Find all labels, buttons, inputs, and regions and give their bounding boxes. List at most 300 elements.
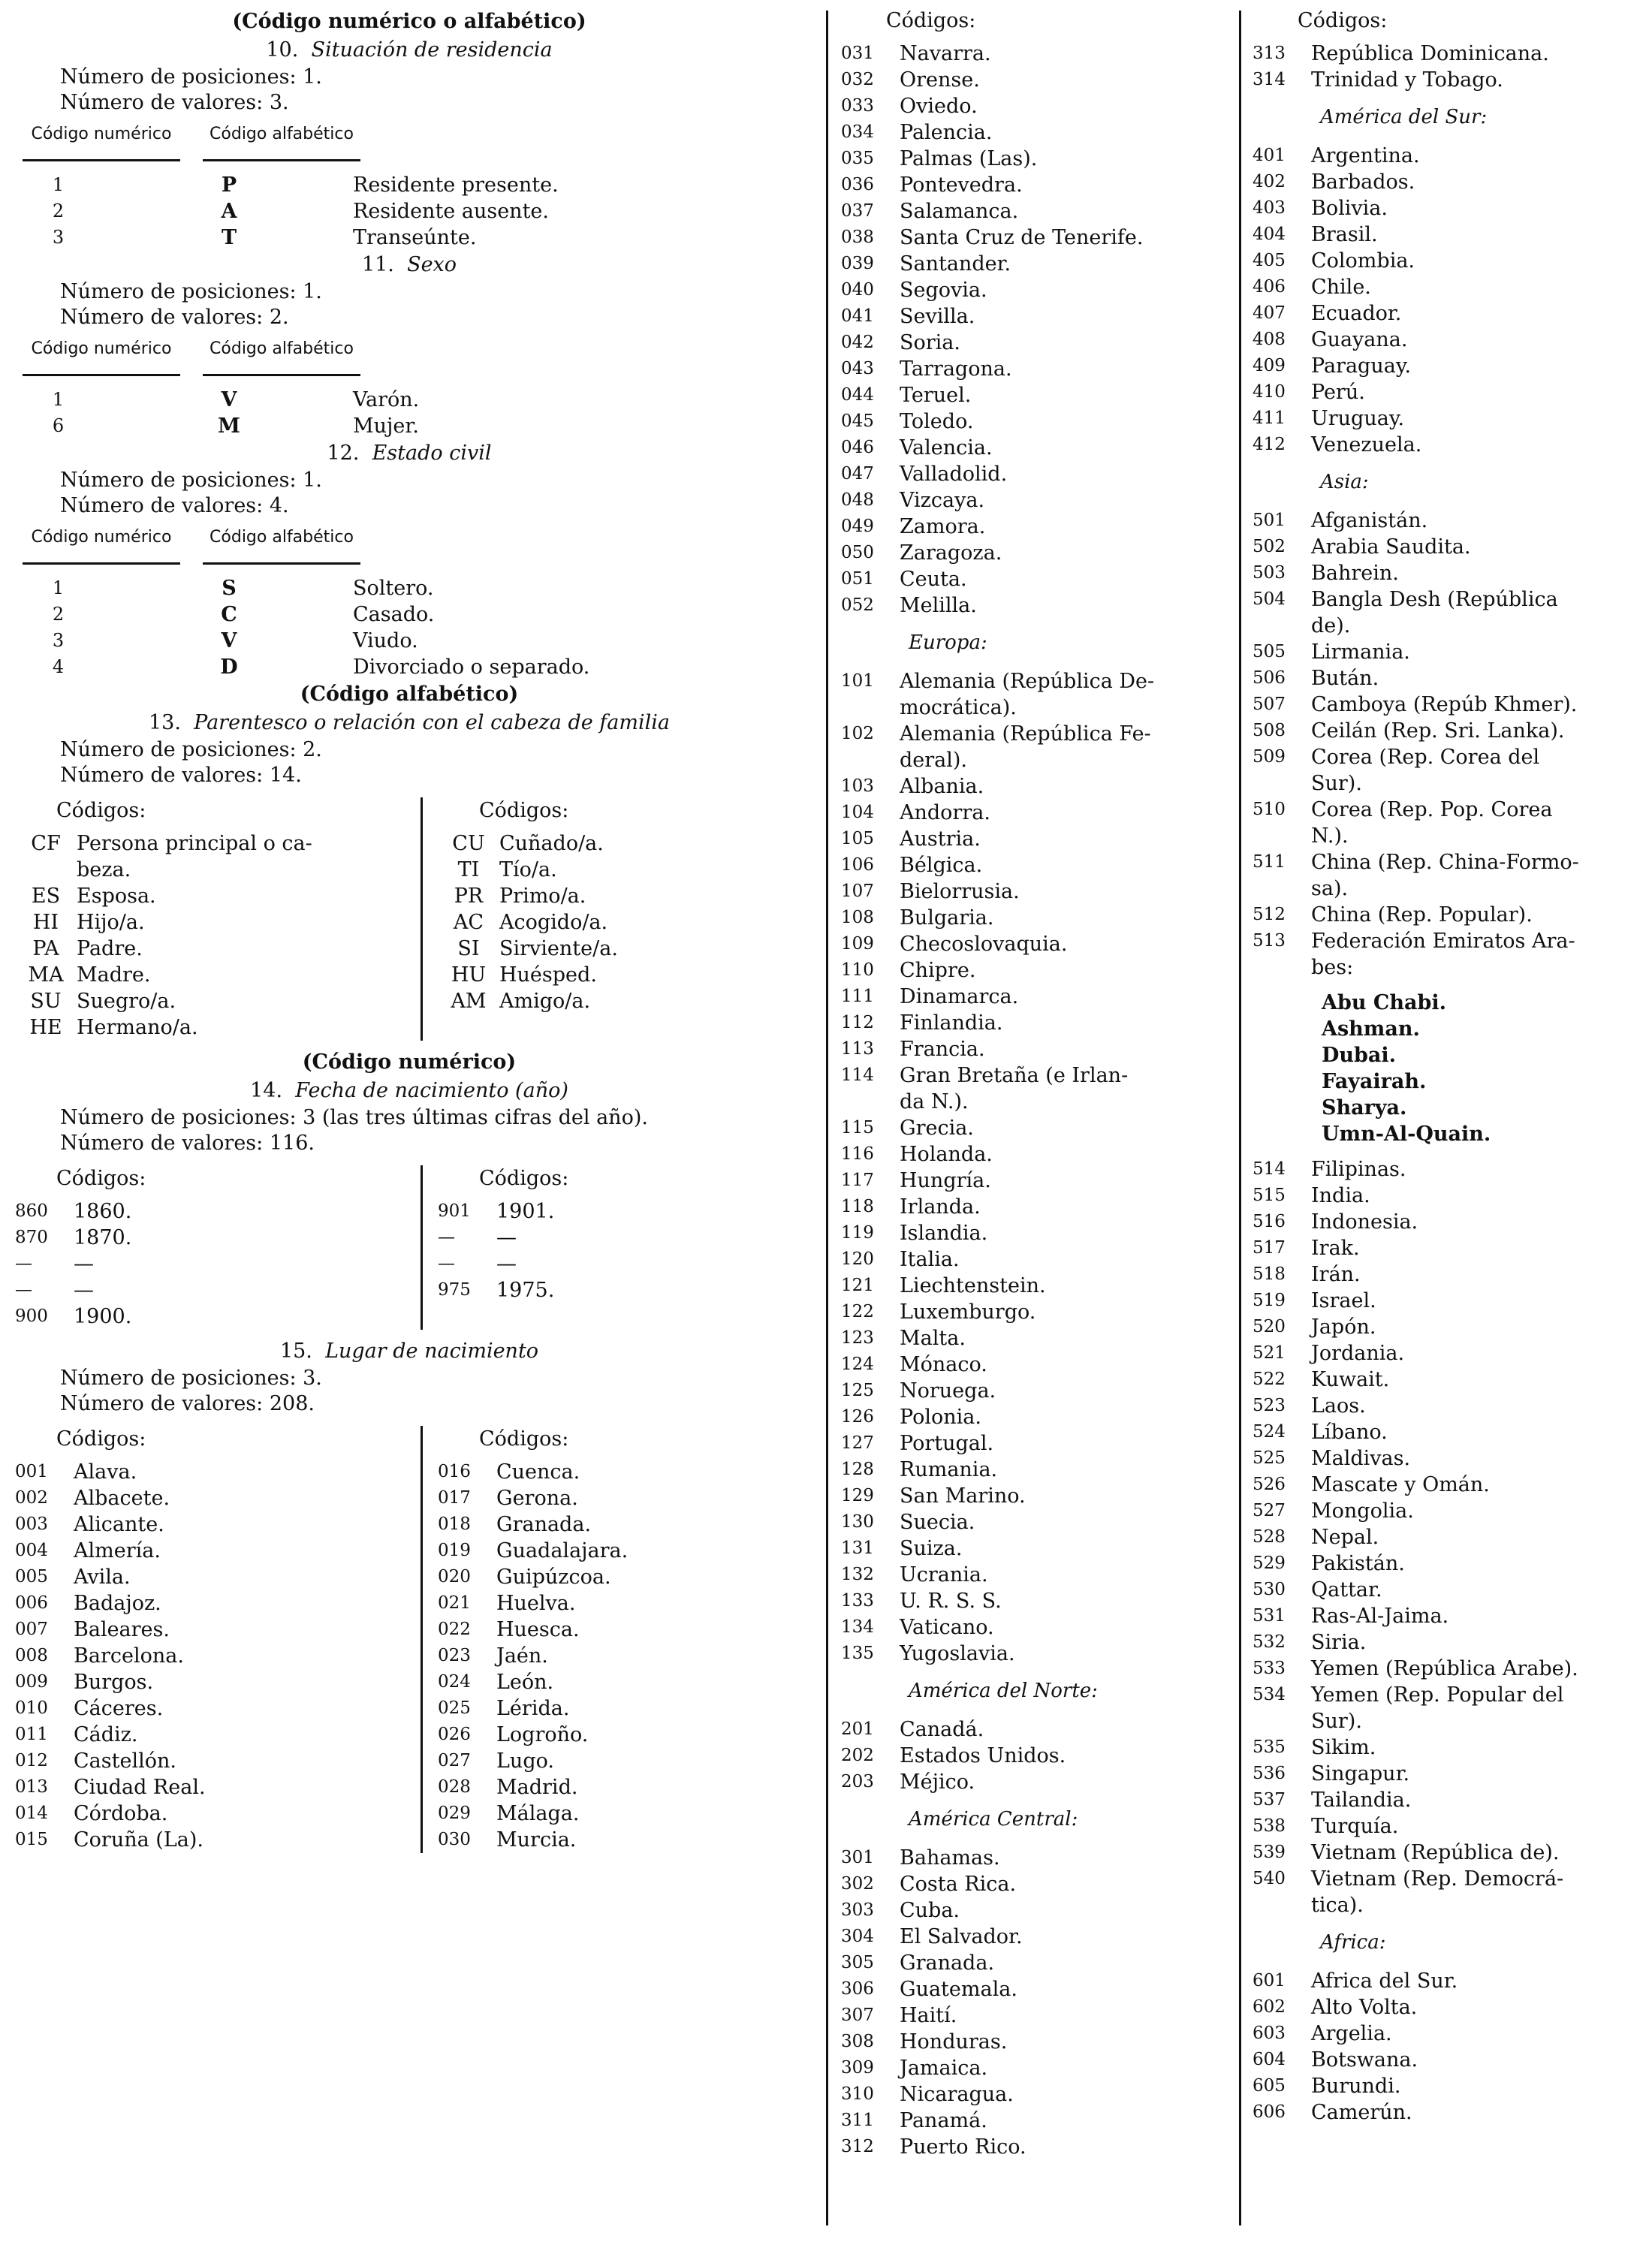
list-item [1253, 1968, 1650, 1994]
item-code: 409 [1253, 356, 1286, 375]
item-code: TI [457, 858, 480, 881]
item-code: 119 [841, 1223, 874, 1243]
item-code: 523 [1253, 1396, 1286, 1415]
item-label: Valencia. [900, 436, 993, 460]
item-code: 531 [1253, 1606, 1286, 1626]
values-count: Número de valores: 3. [60, 91, 289, 114]
item-label: Bangla Desh (República [1311, 588, 1558, 611]
numeric-code: 6 [52, 415, 65, 436]
values-count: Número de valores: 14. [60, 764, 302, 787]
list-item [1253, 274, 1650, 300]
item-label: Yemen (Rep. Popular del [1311, 1683, 1564, 1707]
item-code: 511 [1253, 852, 1286, 872]
item-code: 003 [15, 1514, 48, 1534]
item-label: Granada. [496, 1513, 592, 1536]
item-code: 046 [841, 438, 874, 457]
list-item [438, 1695, 768, 1722]
code-list [15, 1198, 421, 1330]
item-label: Jaén. [496, 1644, 548, 1668]
item-code: 129 [841, 1486, 874, 1505]
list-item [15, 1198, 421, 1225]
list-item [1253, 875, 1650, 902]
item-code: HE [29, 1016, 62, 1039]
item-label: Sikim. [1311, 1736, 1376, 1759]
list-item [841, 198, 1216, 225]
section-title-15 [15, 1337, 803, 1366]
item-code [1253, 1892, 1311, 1918]
item-code: 027 [438, 1751, 471, 1770]
item-label: Chile. [1311, 276, 1371, 299]
list-item [438, 936, 768, 962]
item-label: Bután. [1311, 667, 1379, 690]
item-label: Alto Volta. [1311, 1996, 1418, 2019]
item-code: 045 [841, 411, 874, 431]
item-label: Finlandia. [900, 1011, 1003, 1035]
item-label: Andorra. [900, 801, 990, 824]
list-item [438, 1564, 768, 1590]
list-item [438, 988, 768, 1014]
list-item [841, 931, 1216, 957]
item-code: 101 [841, 671, 874, 691]
list-item [841, 408, 1216, 435]
item-code: 529 [1253, 1553, 1286, 1573]
item-code: 126 [841, 1407, 874, 1427]
list-item [841, 984, 1216, 1010]
list-item [1253, 353, 1650, 379]
item-label: Botswana. [1311, 2048, 1418, 2072]
alpha-code: V [221, 629, 237, 652]
item-label: Colombia. [1311, 249, 1415, 273]
item-code: 603 [1253, 2024, 1286, 2043]
list-item [841, 225, 1216, 251]
item-code: 410 [1253, 382, 1286, 402]
list-item [1253, 1813, 1650, 1840]
list-item [15, 1251, 421, 1277]
item-label: Cáceres. [74, 1697, 164, 1720]
item-code: 402 [1253, 172, 1286, 191]
item-code: 007 [15, 1620, 48, 1639]
list-item [1253, 248, 1650, 274]
item-code: 049 [841, 517, 874, 536]
item-label: tica). [1311, 1894, 1364, 1917]
list-item [841, 1562, 1216, 1588]
list-item [841, 251, 1216, 277]
item-label: Mónaco. [900, 1353, 987, 1376]
item-code: 130 [841, 1512, 874, 1532]
item-label: Madre. [77, 963, 151, 987]
list-item [1253, 1183, 1650, 1209]
region-label-central: América Central: [909, 1808, 1078, 1831]
item-label: Zaragoza. [900, 541, 1002, 565]
alpha-code: M [218, 414, 240, 438]
item-code: 015 [15, 1830, 48, 1849]
list-item [841, 382, 1216, 408]
list-item [841, 1404, 1216, 1430]
code-row [15, 198, 803, 225]
item-code: 503 [1253, 563, 1286, 583]
item-label: de). [1311, 614, 1351, 637]
item-code: 108 [841, 908, 874, 927]
list-item [841, 1141, 1216, 1168]
item-label: Ceuta. [900, 568, 967, 591]
numeric-code-header: Código numérico [23, 126, 180, 161]
item-code: ES [31, 884, 61, 908]
list-item [841, 1535, 1216, 1562]
item-code: 308 [841, 2032, 874, 2051]
item-label: Mascate y Omán. [1311, 1473, 1490, 1496]
list-item [1253, 2047, 1650, 2073]
list-item [841, 1194, 1216, 1220]
item-code: 540 [1253, 1869, 1286, 1888]
list-item [438, 1774, 768, 1801]
item-label: San Marino. [900, 1484, 1026, 1508]
list-item [1253, 770, 1650, 797]
item-label: Canadá. [900, 1718, 984, 1741]
item-code: 305 [841, 1953, 874, 1972]
list-item [841, 487, 1216, 514]
list-item [1253, 797, 1650, 823]
list-item [841, 1897, 1216, 1924]
item-code: 001 [15, 1462, 48, 1481]
list-item [841, 1641, 1216, 1667]
code-label: Residente ausente. [353, 200, 549, 223]
list-item [1253, 1367, 1650, 1393]
item-code: 405 [1253, 251, 1286, 270]
item-label: Irán. [1311, 1263, 1361, 1286]
positions-count: Número de posiciones: 3 (las tres últimas cifras del año). [60, 1106, 648, 1129]
list-item [1253, 902, 1650, 928]
list-item [15, 1801, 421, 1827]
item-code: 117 [841, 1171, 874, 1190]
item-label: Badajoz. [74, 1592, 161, 1615]
item-code: 501 [1253, 511, 1286, 530]
emirate-item: Sharya. [1322, 1096, 1407, 1119]
code-list-central-cont [1253, 41, 1650, 93]
alpha-code: T [221, 226, 237, 249]
item-code: 310 [841, 2084, 874, 2104]
item-label: Bielorrusia. [900, 880, 1020, 903]
item-label: El Salvador. [900, 1925, 1023, 1948]
codes-label: Códigos: [1298, 9, 1388, 32]
item-label: Navarra. [900, 42, 991, 65]
item-label: Haití. [900, 2004, 957, 2027]
item-code: 408 [1253, 330, 1286, 349]
item-code [841, 695, 900, 721]
code-list-norte [841, 1716, 1216, 1795]
item-label: Suegro/a. [77, 990, 176, 1013]
code-label: Mujer. [353, 414, 419, 438]
item-code: 133 [841, 1591, 874, 1611]
item-code: 309 [841, 2058, 874, 2078]
list-item [1253, 849, 1650, 875]
item-label: Málaga. [496, 1802, 580, 1825]
item-label: Huelva. [496, 1592, 576, 1615]
item-code: 504 [1253, 589, 1286, 609]
list-item [438, 1669, 768, 1695]
emirates-list [1322, 990, 1650, 1147]
item-label: Singapur. [1311, 1762, 1410, 1785]
list-item [841, 540, 1216, 566]
codes-label: Códigos: [56, 1167, 146, 1190]
item-label: Bélgica. [900, 854, 983, 877]
item-label: Avila. [74, 1565, 131, 1589]
column-divider [421, 797, 423, 1041]
values-count: Número de valores: 208. [60, 1392, 315, 1415]
item-label: — [74, 1279, 94, 1302]
item-label: Logroño. [496, 1723, 589, 1746]
item-label: Panamá. [900, 2109, 987, 2132]
item-label: Uruguay. [1311, 407, 1405, 430]
list-item [15, 1538, 421, 1564]
item-code: PR [454, 884, 484, 908]
list-item [15, 857, 421, 883]
item-label: Orense. [900, 68, 980, 92]
list-item [841, 1769, 1216, 1795]
item-code: 012 [15, 1751, 48, 1770]
item-label: Zamora. [900, 515, 986, 538]
list-item [841, 1036, 1216, 1062]
list-item [15, 1459, 421, 1485]
code-list-asia-cont [1253, 1156, 1650, 1918]
column-left [15, 8, 803, 1853]
item-label: Vaticano. [900, 1616, 994, 1639]
codes-two-column [15, 1165, 803, 1330]
list-item [1253, 1892, 1650, 1918]
codes-label: Códigos: [56, 1427, 146, 1451]
list-item [1253, 954, 1650, 981]
item-code [841, 1089, 900, 1115]
list-item [438, 857, 768, 883]
item-code: 128 [841, 1460, 874, 1479]
item-label: Bahamas. [900, 1846, 1000, 1870]
list-item [1253, 1761, 1650, 1787]
item-code: 127 [841, 1433, 874, 1453]
list-item [438, 1485, 768, 1511]
code-list-spain [841, 41, 1216, 619]
item-label: Polonia. [900, 1406, 981, 1429]
item-label: Irlanda. [900, 1195, 981, 1219]
item-code: 021 [438, 1593, 471, 1613]
item-code: 005 [15, 1567, 48, 1587]
item-label: Guipúzcoa. [496, 1565, 611, 1589]
item-label: Africa del Sur. [1311, 1969, 1458, 1993]
code-row [15, 413, 803, 439]
item-label: Ceilán (Rep. Sri. Lanka). [1311, 719, 1565, 743]
list-item [1253, 613, 1650, 639]
item-code: 602 [1253, 1997, 1286, 2017]
list-item [841, 721, 1216, 747]
section-heading: (Código numérico) [302, 1050, 517, 1074]
item-label: Alicante. [74, 1513, 164, 1536]
item-label: Bahrein. [1311, 562, 1399, 585]
list-item [1253, 379, 1650, 405]
list-item [1253, 2073, 1650, 2099]
item-code: 048 [841, 490, 874, 510]
list-item [841, 1273, 1216, 1299]
item-code: 018 [438, 1514, 471, 1534]
item-code: 107 [841, 881, 874, 901]
list-item [841, 1220, 1216, 1246]
list-item [438, 1459, 768, 1485]
list-item [438, 1748, 768, 1774]
item-code: 502 [1253, 537, 1286, 556]
item-code: 303 [841, 1900, 874, 1920]
item-label: República Dominicana. [1311, 42, 1549, 65]
item-code: 116 [841, 1144, 874, 1164]
item-code: 028 [438, 1777, 471, 1797]
item-code: 975 [438, 1280, 471, 1300]
list-item [841, 1168, 1216, 1194]
item-label: Maldivas. [1311, 1447, 1411, 1470]
item-code: 052 [841, 595, 874, 615]
item-code: 105 [841, 829, 874, 848]
item-label: — [496, 1252, 517, 1276]
positions-count: Número de posiciones: 1. [60, 65, 322, 89]
item-code: 031 [841, 44, 874, 63]
item-label: Pakistán. [1311, 1552, 1405, 1575]
item-label: da N.). [900, 1090, 969, 1113]
list-item [438, 1511, 768, 1538]
list-item [1253, 560, 1650, 586]
item-label: Ciudad Real. [74, 1776, 206, 1799]
item-label: Jordania. [1311, 1342, 1405, 1365]
item-label: Melilla. [900, 594, 977, 617]
item-label: Esposa. [77, 884, 156, 908]
item-code: 406 [1253, 277, 1286, 297]
list-item [15, 883, 421, 909]
section-title-11 [15, 251, 803, 279]
item-code: 314 [1253, 70, 1286, 89]
list-item [438, 1722, 768, 1748]
list-item [15, 1511, 421, 1538]
item-code: 525 [1253, 1448, 1286, 1468]
item-label: Chipre. [900, 959, 976, 982]
list-item [841, 1430, 1216, 1457]
item-code: 036 [841, 175, 874, 194]
list-item [841, 93, 1216, 119]
code-row [15, 172, 803, 198]
item-label: Toledo. [900, 410, 974, 433]
list-item [1253, 1682, 1650, 1708]
item-code: 011 [15, 1725, 48, 1744]
list-item [15, 1564, 421, 1590]
item-label: Soria. [900, 331, 960, 354]
item-code: 403 [1253, 198, 1286, 218]
item-code: AM [451, 990, 487, 1013]
item-code: 014 [15, 1804, 48, 1823]
list-item [15, 1669, 421, 1695]
code-table-11 [15, 387, 803, 439]
item-code: 302 [841, 1874, 874, 1894]
item-label: Trinidad y Tobago. [1311, 68, 1503, 92]
list-item [1253, 67, 1650, 93]
item-label: Barcelona. [74, 1644, 184, 1668]
list-item [1253, 169, 1650, 195]
list-item [1253, 143, 1650, 169]
item-code: 131 [841, 1538, 874, 1558]
item-code: 870 [15, 1228, 48, 1247]
item-label: Francia. [900, 1038, 985, 1061]
item-code: 125 [841, 1381, 874, 1400]
list-item [841, 1976, 1216, 2002]
list-item [15, 1617, 421, 1643]
item-label: Sevilla. [900, 305, 975, 328]
numeric-code: 2 [52, 200, 65, 221]
code-label: Residente presente. [353, 173, 559, 197]
item-code: 033 [841, 96, 874, 116]
code-row [15, 225, 803, 251]
item-label: Bulgaria. [900, 906, 994, 930]
item-label: 1860. [74, 1200, 132, 1223]
item-code: 407 [1253, 303, 1286, 323]
item-label: 1975. [496, 1279, 555, 1302]
numeric-code-header: Código numérico [23, 341, 180, 376]
item-label: Gerona. [496, 1487, 578, 1510]
item-code: 017 [438, 1488, 471, 1508]
column-middle [841, 8, 1216, 2160]
item-label: Holanda. [900, 1143, 993, 1166]
item-label: Sirviente/a. [499, 937, 618, 960]
code-list [438, 830, 768, 1014]
code-table-10 [15, 172, 803, 251]
list-item [1253, 1866, 1650, 1892]
item-code: 513 [1253, 931, 1286, 951]
item-code: 404 [1253, 225, 1286, 244]
item-label: Murcia. [496, 1828, 577, 1852]
item-code: 020 [438, 1567, 471, 1587]
list-item [841, 2081, 1216, 2108]
list-item [1253, 2099, 1650, 2126]
item-label: Italia. [900, 1248, 960, 1271]
item-label: Grecia. [900, 1116, 974, 1140]
list-item [1253, 823, 1650, 849]
list-item [841, 1062, 1216, 1089]
list-item [841, 2029, 1216, 2055]
list-item [438, 1643, 768, 1669]
list-item [438, 883, 768, 909]
list-item [1253, 327, 1650, 353]
item-code: 013 [15, 1777, 48, 1797]
code-label: Casado. [353, 603, 435, 626]
column-divider [421, 1426, 423, 1853]
list-item [1253, 1156, 1650, 1183]
item-label: Liechtenstein. [900, 1274, 1046, 1297]
item-label: Jamaica. [900, 2057, 988, 2080]
list-item [841, 67, 1216, 93]
item-label: Nicaragua. [900, 2083, 1014, 2106]
numeric-code: 1 [52, 389, 65, 410]
item-label: Argentina. [1311, 144, 1420, 167]
item-code: 506 [1253, 668, 1286, 688]
numeric-code: 4 [52, 656, 65, 677]
list-item [841, 2108, 1216, 2134]
item-label: Palencia. [900, 121, 993, 144]
list-item [1253, 1656, 1650, 1682]
code-list-europa [841, 668, 1216, 1667]
alpha-code: A [221, 200, 237, 223]
list-item [841, 1378, 1216, 1404]
item-label: Valladolid. [900, 463, 1008, 486]
code-row [15, 601, 803, 628]
item-code: 505 [1253, 642, 1286, 661]
values-count: Número de valores: 4. [60, 494, 289, 517]
item-code [15, 857, 77, 883]
values-count: Número de valores: 116. [60, 1132, 315, 1155]
item-code: 010 [15, 1698, 48, 1718]
list-item [438, 830, 768, 857]
item-label: Méjico. [900, 1770, 975, 1794]
code-label: Soltero. [353, 577, 434, 600]
